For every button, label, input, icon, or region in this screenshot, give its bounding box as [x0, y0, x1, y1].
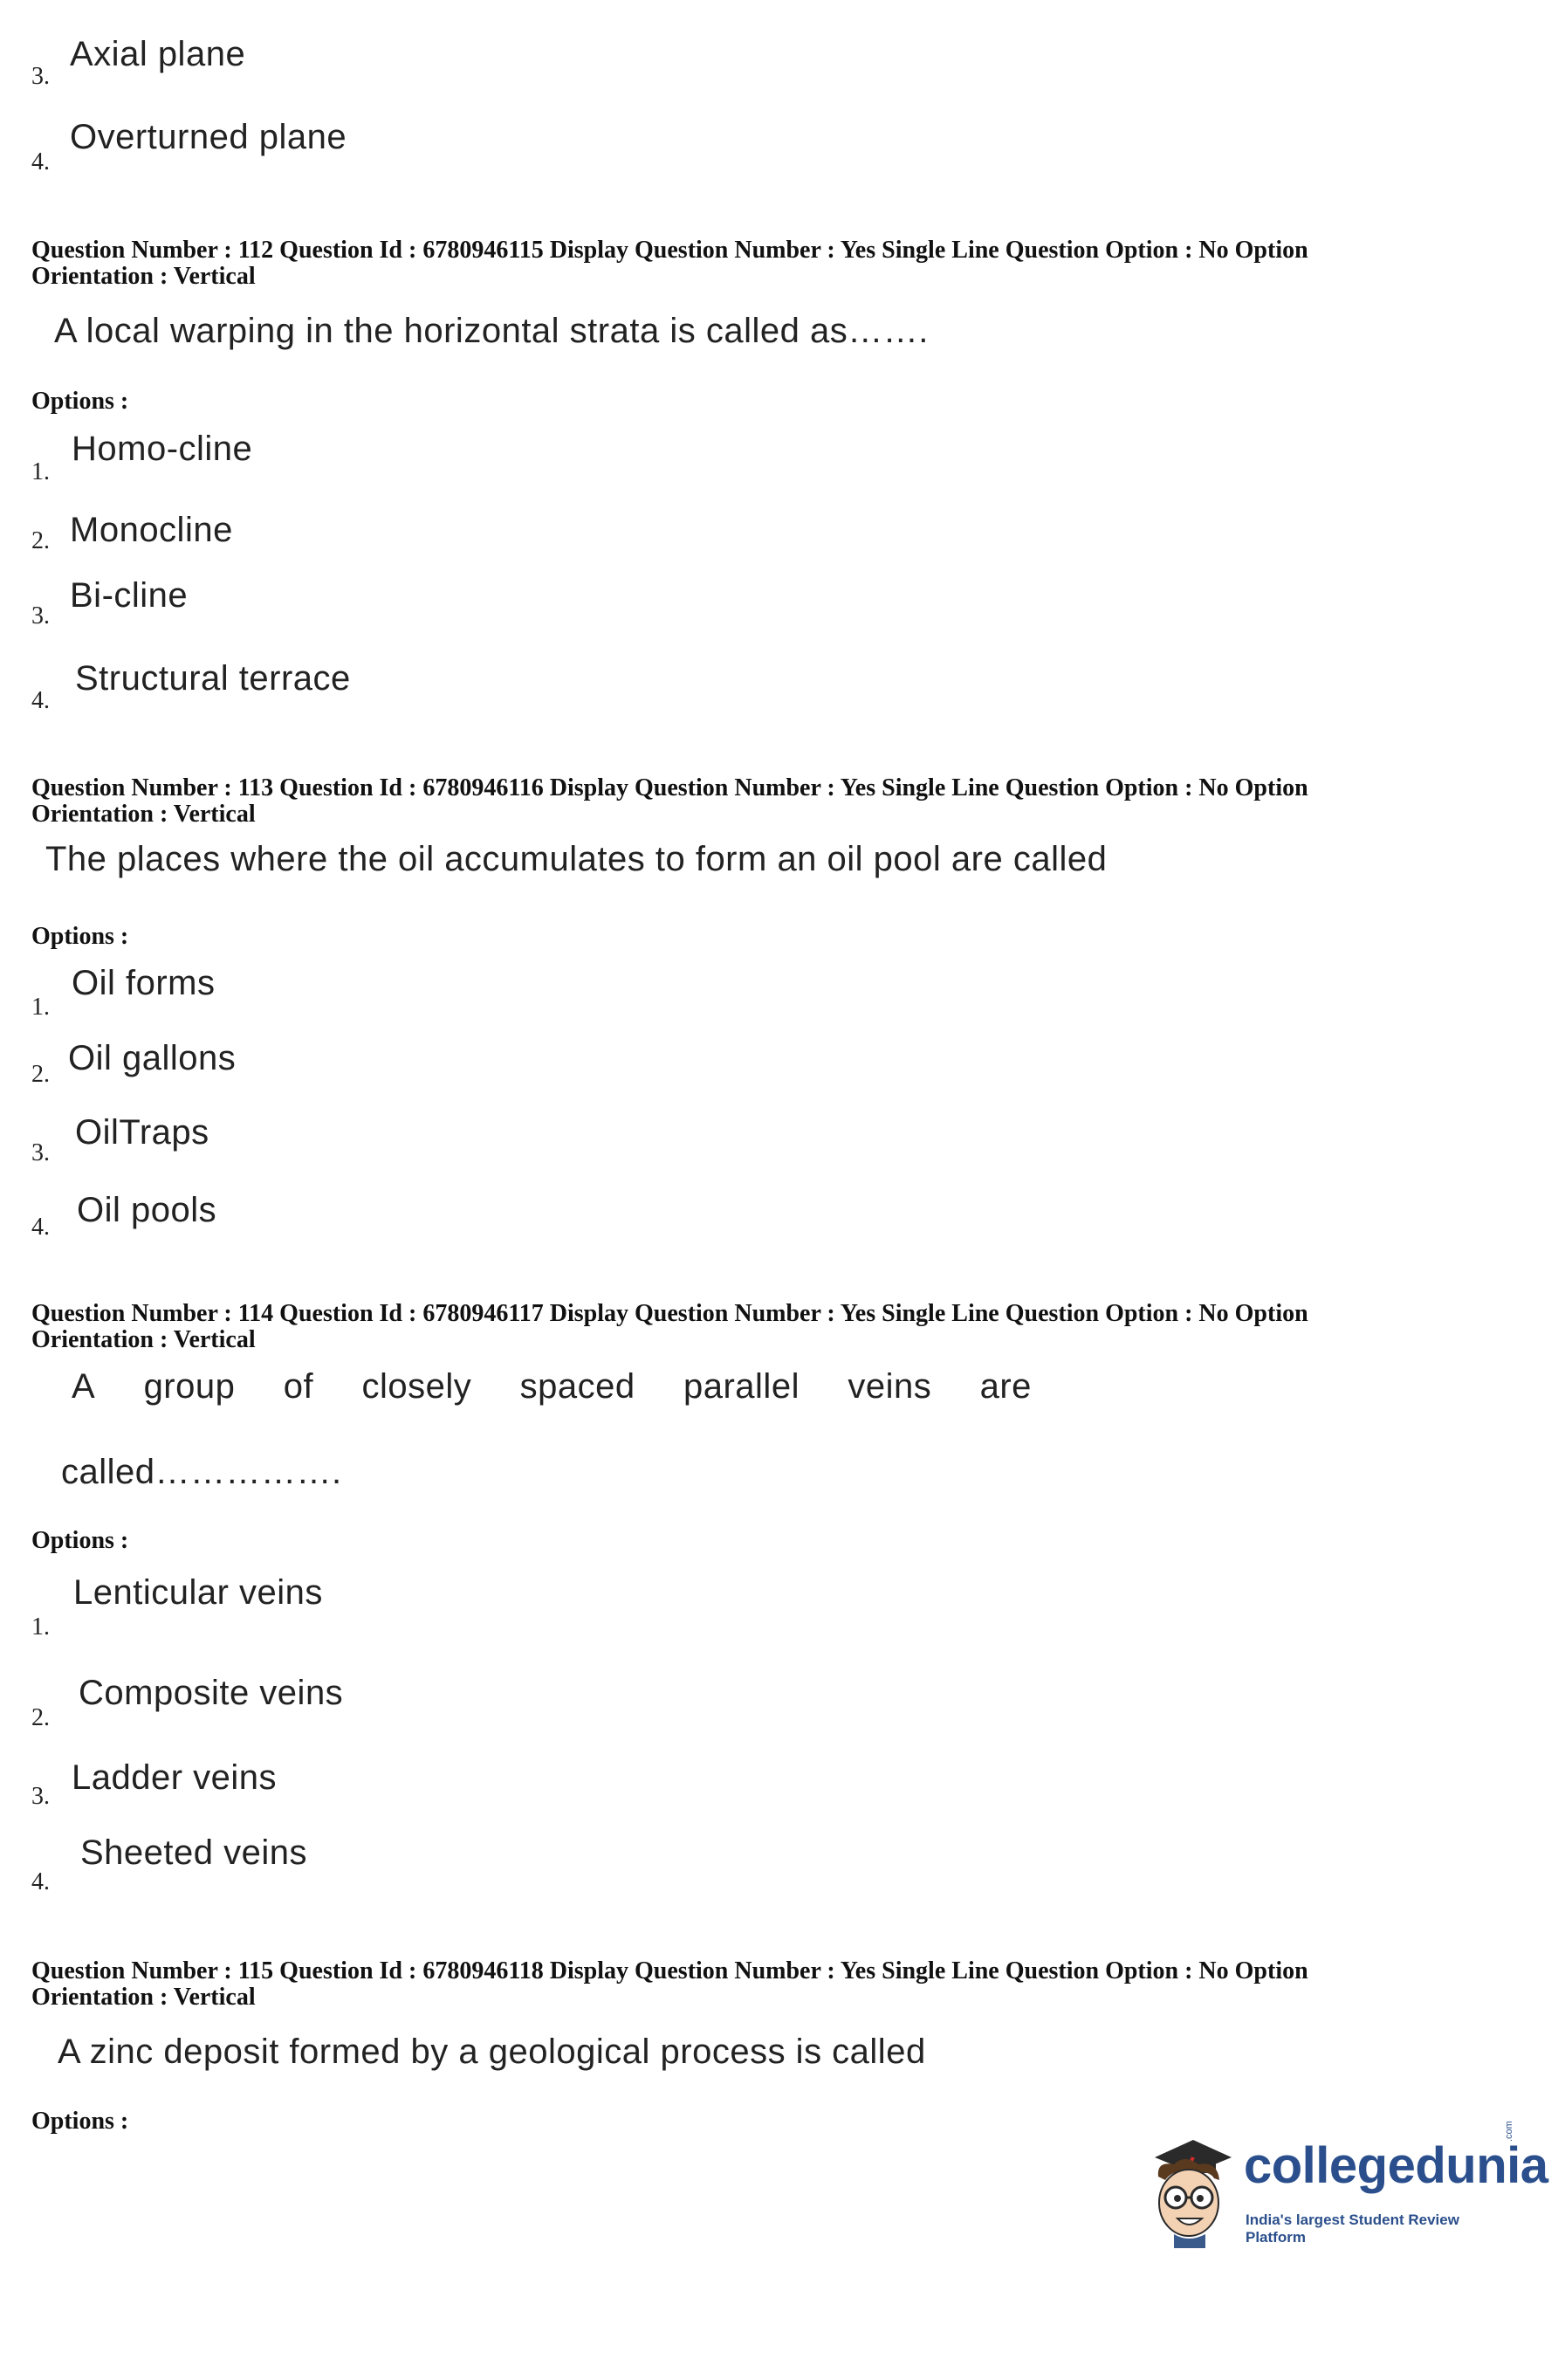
collegedunia-logo — [1139, 2121, 1548, 2248]
question-word: of — [283, 1367, 314, 1406]
option-text: Structural terrace — [75, 659, 351, 698]
question-meta-line: Orientation : Vertical — [31, 1326, 256, 1353]
question-word: A — [72, 1367, 96, 1406]
option-number: 3. — [31, 1783, 50, 1810]
question-text: The places where the oil accumulates to form an oil pool are called — [45, 840, 1108, 878]
question-word: parallel — [683, 1367, 800, 1406]
question-text-continued: called……………. — [61, 1453, 342, 1491]
options-label: Options : — [31, 2108, 129, 2135]
option-text: Overturned plane — [70, 118, 347, 156]
option-text: OilTraps — [75, 1113, 209, 1152]
option-number: 4. — [31, 148, 50, 175]
question-text: A zinc deposit formed by a geological process is called — [58, 2033, 926, 2071]
option-number: 1. — [31, 458, 50, 485]
option-number: 1. — [31, 994, 50, 1021]
option-number: 4. — [31, 1214, 50, 1241]
option-number: 2. — [31, 1061, 50, 1088]
question-meta-line: Orientation : Vertical — [31, 801, 256, 828]
option-text: Lenticular veins — [73, 1573, 323, 1612]
option-text: Monocline — [70, 511, 233, 549]
options-label: Options : — [31, 388, 129, 415]
brand-tagline: India's largest Student Review Platform — [1246, 2211, 1459, 2246]
question-word: veins — [848, 1367, 932, 1406]
option-number: 3. — [31, 602, 50, 629]
question-meta — [31, 1958, 1515, 2011]
option-number: 4. — [31, 1868, 50, 1895]
option-text: Axial plane — [70, 35, 246, 73]
option-text: Sheeted veins — [80, 1833, 308, 1872]
brand-suffix: .com — [1504, 2121, 1514, 2142]
option-number: 2. — [31, 1704, 50, 1731]
brand-name: collegedunia — [1244, 2137, 1548, 2194]
option-text: Oil pools — [77, 1191, 217, 1229]
question-meta-line: Question Number : 115 Question Id : 6780946118 Display Question Number : Yes Single Line Question Option : No Option — [31, 1957, 1308, 1984]
option-number: 1. — [31, 1613, 50, 1641]
options-label: Options : — [31, 1527, 129, 1554]
option-text: Oil forms — [72, 964, 216, 1002]
option-number: 2. — [31, 527, 50, 554]
option-number: 4. — [31, 687, 50, 714]
question-meta-line: Question Number : 113 Question Id : 6780946116 Display Question Number : Yes Single Line Question Option : No Option — [31, 774, 1308, 801]
question-word: closely — [361, 1367, 472, 1406]
option-text: Composite veins — [79, 1674, 344, 1712]
question-text: A local warping in the horizontal strata is called as……. — [54, 312, 929, 350]
question-word: are — [979, 1367, 1032, 1406]
option-text: Bi-cline — [70, 576, 189, 615]
question-meta-line: Orientation : Vertical — [31, 263, 256, 290]
option-number: 3. — [31, 1139, 50, 1166]
option-text: Oil gallons — [68, 1039, 237, 1077]
option-text: Homo-cline — [72, 430, 253, 468]
question-meta — [31, 237, 1515, 290]
mascot-icon — [1139, 2135, 1235, 2248]
options-label: Options : — [31, 923, 129, 950]
question-meta — [31, 775, 1515, 828]
option-text: Ladder veins — [72, 1758, 278, 1797]
question-meta-line: Question Number : 114 Question Id : 6780946117 Display Question Number : Yes Single Line Question Option : No Option — [31, 1300, 1308, 1327]
question-meta — [31, 1301, 1515, 1353]
option-number: 3. — [31, 63, 50, 90]
question-word: group — [143, 1367, 236, 1406]
question-word: spaced — [519, 1367, 635, 1406]
question-text — [72, 1367, 1032, 1407]
question-meta-line: Question Number : 112 Question Id : 6780946115 Display Question Number : Yes Single Line Question Option : No Option — [31, 237, 1308, 264]
question-meta-line: Orientation : Vertical — [31, 1984, 256, 2011]
